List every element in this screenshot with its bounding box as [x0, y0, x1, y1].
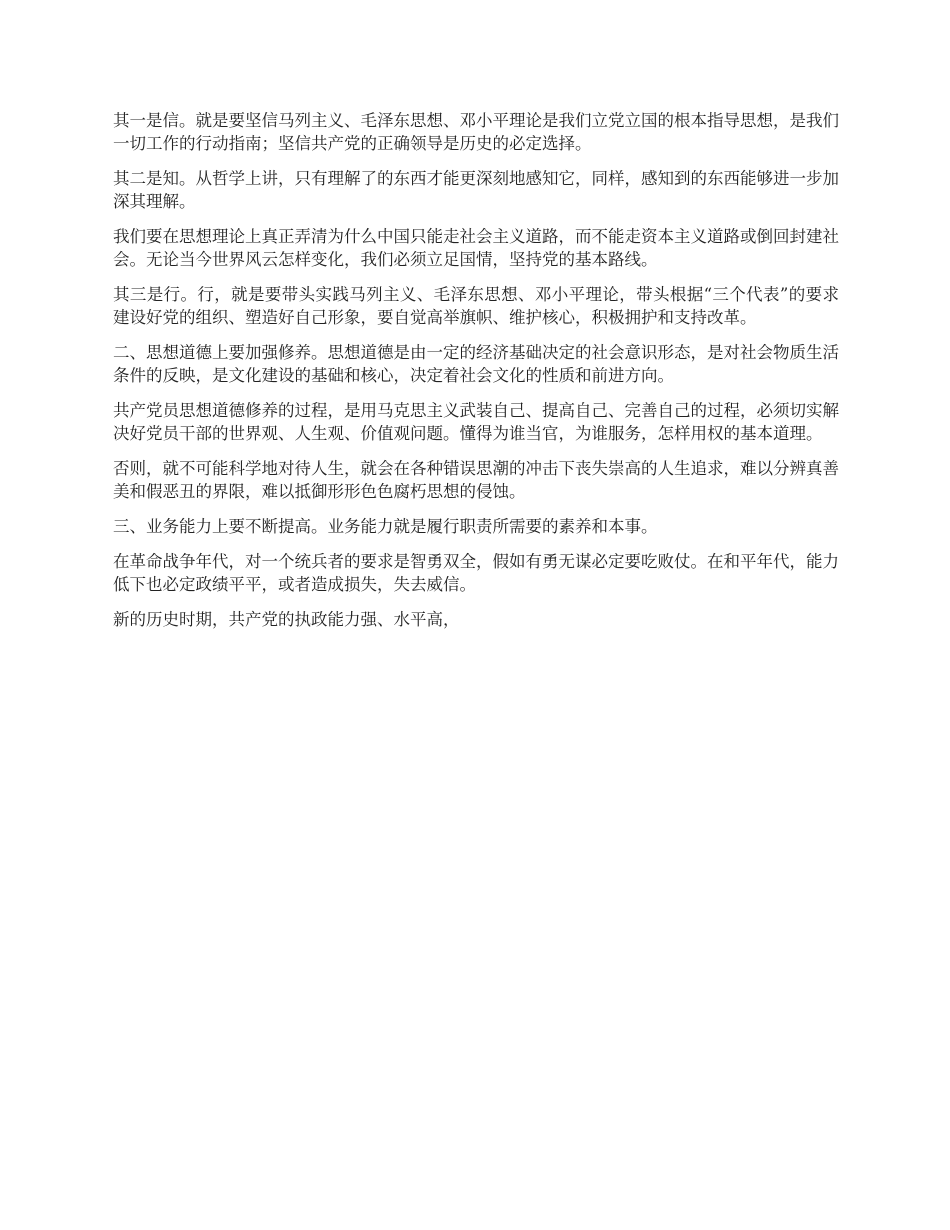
paragraph-4: 其三是行。行，就是要带头实践马列主义、毛泽东思想、邓小平理论，带头根据“三个代表”的要求建设好党的组织、塑造好自己形象，要自觉高举旗帜、维护核心，积极拥护和支持改革。: [113, 285, 839, 327]
paragraph-9: 在革命战争年代，对一个统兵者的要求是智勇双全，假如有勇无谋必定要吃败仗。在和平年代，能力低下也必定政绩平平，或者造成损失，失去威信。: [113, 552, 839, 594]
paragraph-3: 我们要在思想理论上真正弄清为什么中国只能走社会主义道路，而不能走资本主义道路或倒回封建社会。无论当今世界风云怎样变化，我们必须立足国情，坚持党的基本路线。: [113, 227, 839, 269]
paragraph-8: 三、业务能力上要不断提高。业务能力就是履行职责所需要的素养和本事。: [113, 517, 658, 536]
paragraph-5: 二、思想道德上要加强修养。思想道德是由一定的经济基础决定的社会意识形态，是对社会物质生活条件的反映，是文化建设的基础和核心，决定着社会文化的性质和前进方向。: [113, 343, 839, 385]
document-body: [113, 109, 839, 643]
paragraph-7: 否则，就不可能科学地对待人生，就会在各种错误思潮的冲击下丧失崇高的人生追求，难以分辨真善美和假恶丑的界限，难以抵御形形色色腐朽思想的侵蚀。: [113, 459, 839, 501]
paragraph-6: 共产党员思想道德修养的过程，是用马克思主义武装自己、提高自己、完善自己的过程，必须切实解决好党员干部的世界观、人生观、价值观问题。懂得为谁当官，为谁服务，怎样用权的基本道理。: [113, 401, 839, 443]
paragraph-1: 其一是信。就是要坚信马列主义、毛泽东思想、邓小平理论是我们立党立国的根本指导思想，是我们一切工作的行动指南；坚信共产党的正确领导是历史的必定选择。: [113, 111, 839, 153]
paragraph-2: 其二是知。从哲学上讲，只有理解了的东西才能更深刻地感知它，同样，感知到的东西能够进一步加深其理解。: [113, 169, 839, 211]
paragraph-10: 新的历史时期，共产党的执政能力强、水平高，: [113, 610, 460, 629]
